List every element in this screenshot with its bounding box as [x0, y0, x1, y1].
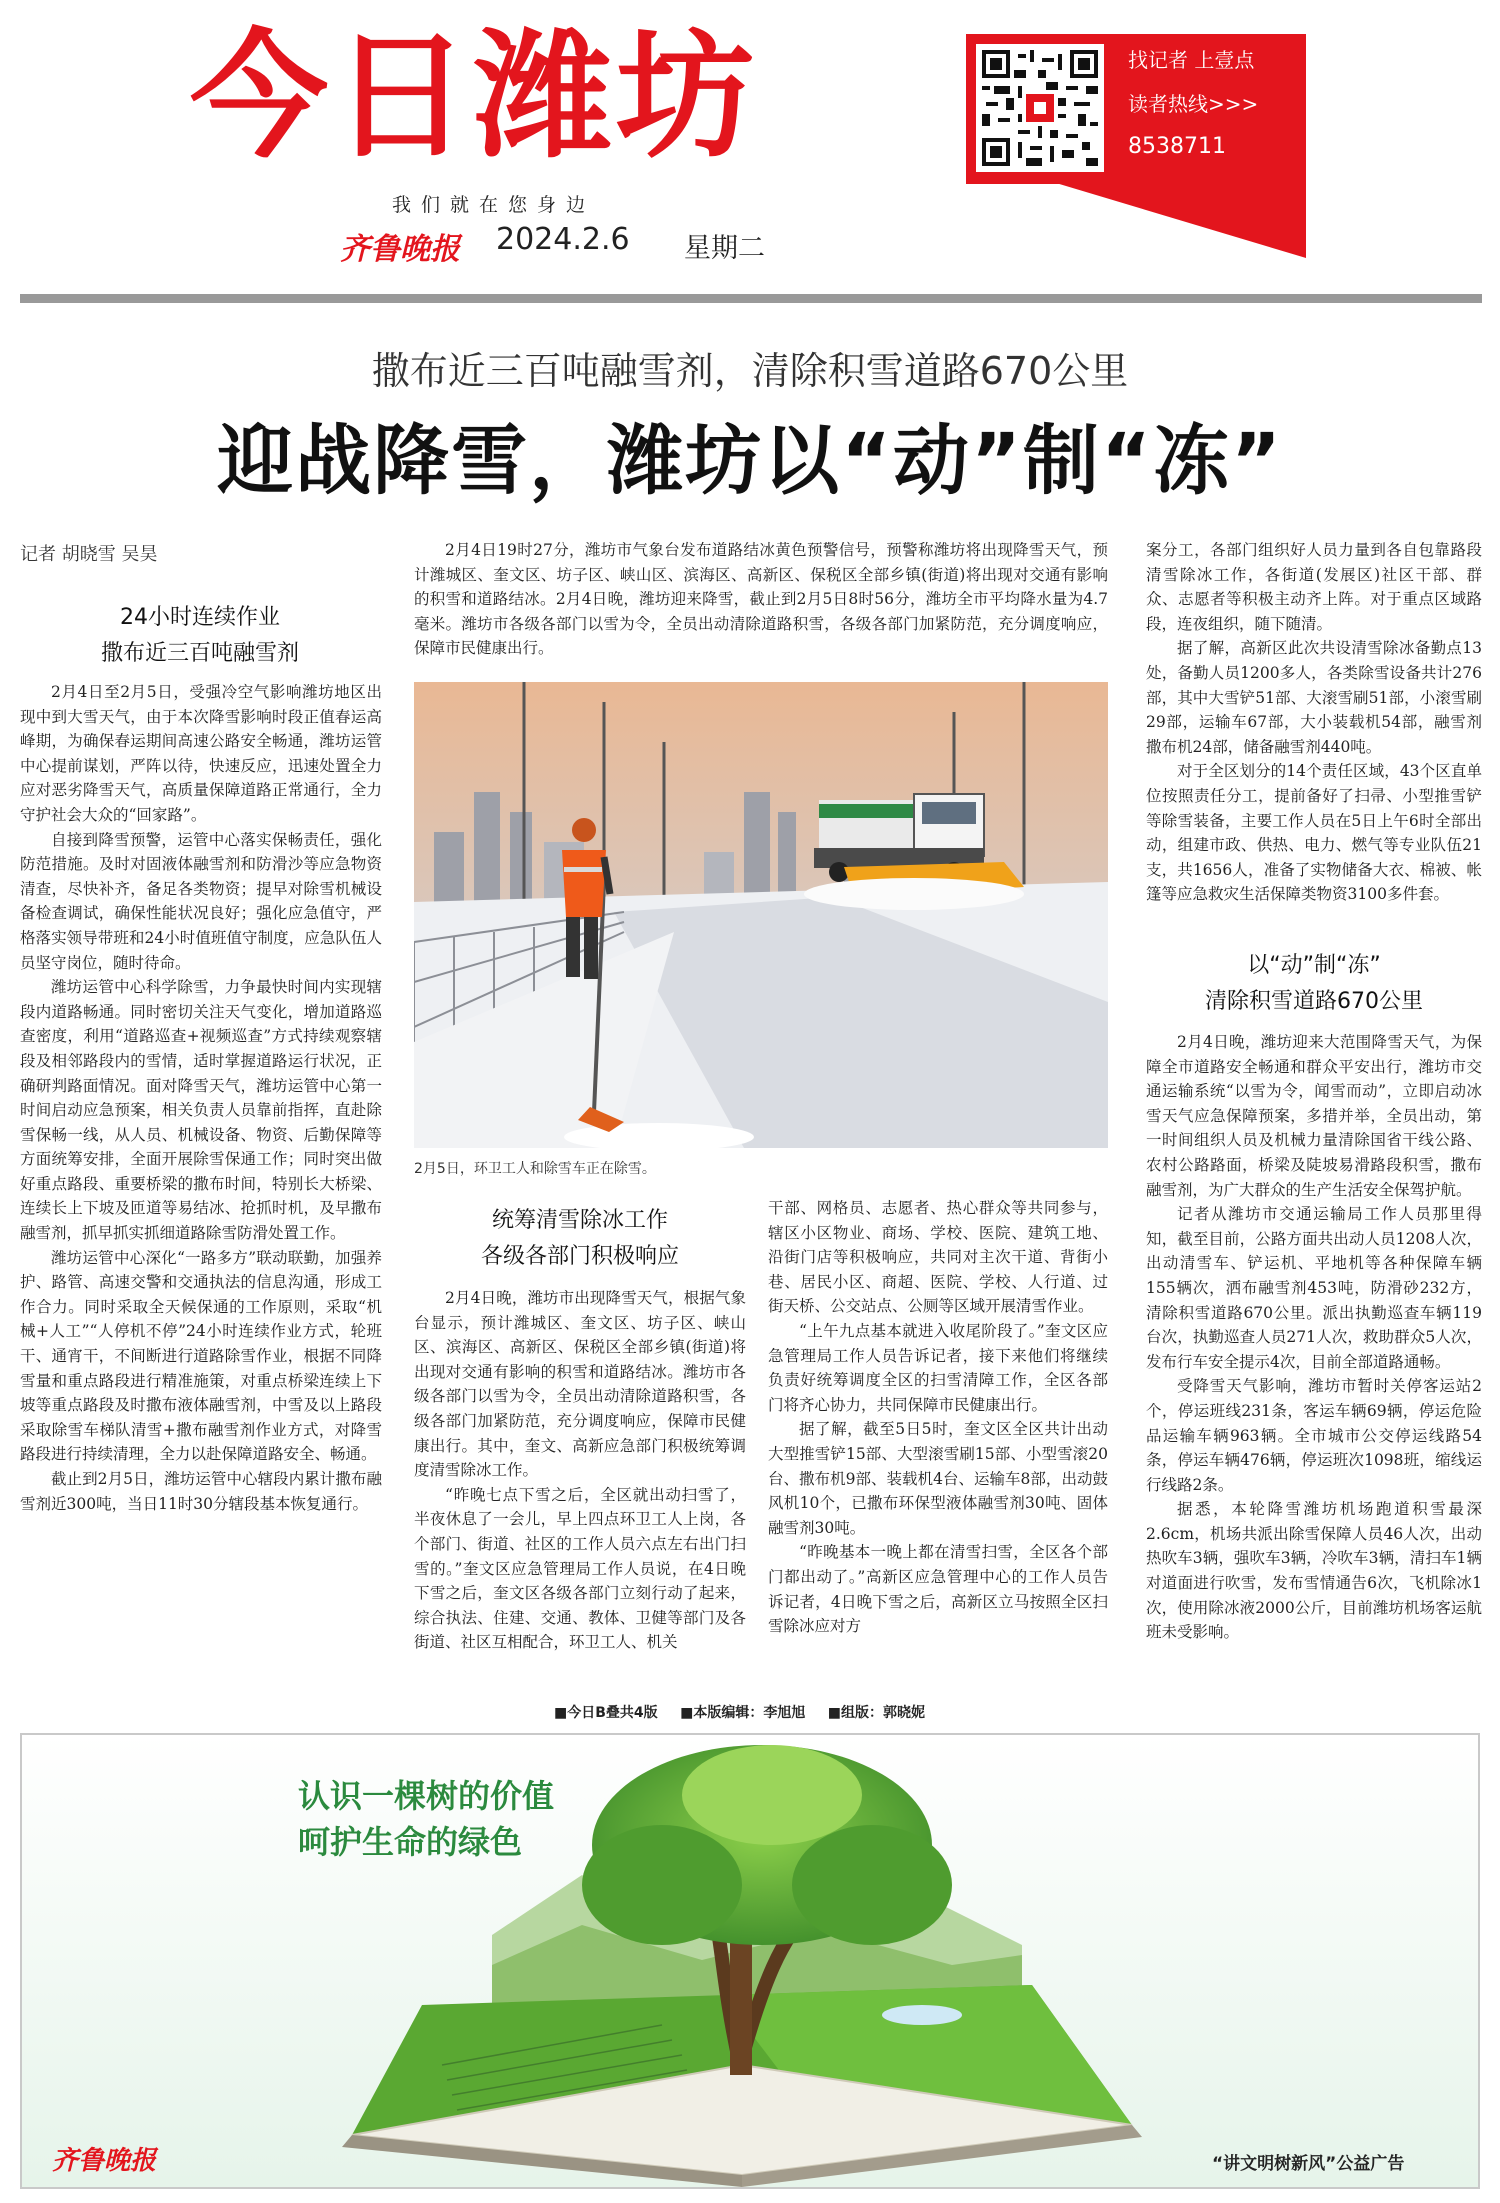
masthead	[0, 0, 1500, 280]
paragraph: 记者从潍坊市交通运输局工作人员那里得知，截至目前，公路方面共出动人员1208人次，出动清雪车、铲运机、平地机等各种保障车辆155辆次，洒布融雪剂453吨，防滑砂232方，清除积雪道路670公里。派出执勤巡查车辆119台次，执勤巡查人员271人次，救助群众5人次，发布行车安全提示4次，目前全部道路通畅。	[1146, 1205, 1482, 1371]
hotline-number[interactable]: 8538711	[1128, 134, 1226, 159]
paragraph: 截止到2月5日，潍坊运管中心辖段内累计撒布融雪剂近300吨，当日11时30分辖段基本恢复通行。	[20, 1470, 382, 1513]
section1-title-line1: 24小时连续作业	[120, 605, 280, 630]
section2-title-line1: 统筹清雪除冰工作	[491, 1208, 668, 1233]
page-count: 今日B叠共4版	[567, 1705, 658, 1721]
paragraph: 2月4日19时27分，潍坊市气象台发布道路结冰黄色预警信号，预警称潍坊将出现降雪天气，预计潍城区、奎文区、坊子区、峡山区、滨海区、高新区、保税区全部乡镇(街道)将出现对交通有影响的积雪和道路结冰。2月4日晚，潍坊迎来降雪，截止到2月5日8时56分，潍坊全市平均降水量为4.7毫米。潍坊市各级各部门以雪为令，全员出动清除道路积雪，各级各部门加紧防范，充分调度响应，保障市民健康出行。	[414, 541, 1108, 658]
brand-logo: 齐鲁晚报	[340, 232, 460, 267]
issue-date: 2024.2.6	[496, 222, 630, 257]
hotline-line2: 读者热线>>>	[1128, 92, 1259, 116]
slogan: 我们就在您身边	[392, 194, 596, 216]
news-photo	[414, 682, 1108, 1148]
newspaper-title: 今日潍坊	[190, 16, 759, 177]
paragraph: 2月4日晚，潍坊市出现降雪天气，根据气象台显示，预计潍城区、奎文区、坊子区、峡山区、滨海区、高新区、保税区全部乡镇(街道)将出现对交通有影响的积雪和道路结冰。潍坊市各级各部门以雪为令，全员出动清除道路积雪，各级各部门加紧防范，充分调度响应，保障市民健康出行。其中，奎文、高新应急部门积极统筹调度清雪除冰工作。	[414, 1289, 746, 1480]
photo-caption: 2月5日，环卫工人和除雪车正在除雪。	[414, 1161, 656, 1177]
section1-title	[20, 600, 380, 672]
byline: 记者 胡晓雪 吴昊	[20, 544, 158, 565]
paragraph: “上午九点基本就进入收尾阶段了。”奎文区应急管理局工作人员告诉记者，接下来他们将继续负责好统筹调度全区的扫雪清障工作，全区各部门将齐心协力，共同保障市民健康出行。	[768, 1321, 1108, 1414]
editor-credit: 本版编辑：李旭旭	[693, 1705, 806, 1721]
paragraph: 潍坊运管中心深化“一路多方”联动联勤，加强养护、路管、高速交警和交通执法的信息沟通，形成工作合力。同时采取全天候保通的工作原则，采取“机械+人工”“人停机不停”24小时连续作业方式，轮班干、通宵干，不间断进行道路除雪作业，根据不同降雪量和重点路段进行精准施策，对重点桥梁连续上下坡等重点路段及时撒布液体融雪剂，中雪及以上路段采取除雪车梯队清雪+撒布融雪剂作业方式，对降雪路段进行持续清理，全力以赴保障道路安全、畅通。	[20, 1248, 382, 1464]
section3-title	[1146, 948, 1482, 1020]
column-5	[1146, 1030, 1482, 1645]
paragraph: 潍坊运管中心科学除雪，力争最快时间内实现辖段内道路畅通。同时密切关注天气变化，增加道路巡查密度，利用“道路巡查+视频巡查”方式持续观察辖段及相邻路段内的雪情，适时掌握道路运行状况，正确研判路面情况。面对降雪天气，潍坊运管中心第一时间启动应急预案，相关负责人员靠前指挥，直赴除雪保畅一线，从人员、机械设备、物资、后勤保障等方面统筹安排，全面开展除雪保通工作；同时突出做好重点路段、重要桥梁的撒布时间，特别长大桥梁、连续长上下坡及匝道等易结冰、抢抓时机，及早撒布融雪剂，抓早抓实抓细道路除雪防滑处置工作。	[20, 978, 382, 1243]
paragraph: 据了解，截至5日5时，奎文区全区共计出动大型推雪铲15部、大型滚雪刷15部、小型雪滚20台、撒布机9部、装载机4台、运输车8部，出动鼓风机10个，已撒布环保型液体融雪剂30吨、固体融雪剂30吨。	[768, 1420, 1108, 1537]
ad-note: “讲文明树新风”公益广告	[1212, 2154, 1405, 2174]
section2-title	[414, 1203, 746, 1275]
section3-title-line1: 以“动”制“冻”	[1247, 953, 1381, 978]
paragraph: 2月4日晚，潍坊迎来大范围降雪天气，为保障全市道路安全畅通和群众平安出行，潍坊市交通运输系统“以雪为令，闻雪而动”，立即启动冰雪天气应急保障预案，多措并举，全员出动，第一时间组织人员及机械力量清除国省干线公路、农村公路路面，桥梁及陡坡易滑路段积雪，撒布融雪剂，为广大群众的生产生活安全保驾护航。	[1146, 1033, 1482, 1199]
tree-book-illustration	[22, 1735, 1478, 2187]
hotline-box	[966, 34, 1306, 184]
column-3	[768, 1196, 1108, 1639]
paragraph: 据了解，高新区此次共设清雪除冰备勤点13处，备勤人员1200多人，各类除雪设备共计276部，其中大雪铲51部、大滚雪刷51部，小滚雪刷29部，运输车67部，大小装载机54部，融雪剂撒布机24部，储备融雪剂440吨。	[1146, 639, 1482, 756]
paragraph: 据悉，本轮降雪潍坊机场跑道积雪最深2.6cm，机场共派出除雪保障人员46人次，出动热吹车3辆，强吹车3辆，冷吹车3辆，清扫车1辆对道面进行吹雪，发布雪情通告6次，飞机除冰1次，使用除冰液2000公斤，目前潍坊机场客运航班未受影响。	[1146, 1500, 1482, 1642]
editorial-credits: ■今日B叠共4版 ■本版编辑：李旭旭 ■组版：郭晓妮	[554, 1705, 926, 1721]
ad-title-line2: 呵护生命的绿色	[298, 1823, 523, 1861]
paragraph: 自接到降雪预警，运管中心落实保畅责任，强化防范措施。及时对固液体融雪剂和防滑沙等应急物资清查，尽快补齐，备足各类物资；提早对除雪机械设备检查调试，确保性能状况良好；强化应急值守，严格落实领导带班和24小时值班值守制度，应急队伍人员坚守岗位，随时待命。	[20, 830, 382, 972]
public-service-ad	[20, 1733, 1480, 2189]
column-1	[20, 680, 382, 1516]
article-intro	[414, 538, 1108, 661]
paragraph: “昨晚基本一晚上都在清雪扫雪，全区各个部门都出动了。”高新区应急管理中心的工作人员告诉记者，4日晚下雪之后，高新区立马按照全区扫雪除冰应对方	[768, 1543, 1108, 1636]
masthead-rule	[20, 294, 1482, 303]
section1-title-line2: 撒布近三百吨融雪剂	[100, 641, 299, 666]
paragraph: 对于全区划分的14个责任区域，43个区直单位按照责任分工，提前备好了扫帚、小型推雪铲等除雪装备，主要工作人员在5日上午6时全部出动，组建市政、供热、电力、燃气等专业队伍21支，共1656人，准备了实物储备大衣、棉被、帐篷等应急救灾生活保障类物资3100多件套。	[1146, 762, 1482, 904]
column-4	[1146, 538, 1482, 907]
article-headline: 迎战降雪，潍坊以“动”制“冻”	[217, 416, 1283, 505]
ad-brand-logo: 齐鲁晚报	[52, 2146, 157, 2176]
section2-title-line2: 各级各部门积极响应	[480, 1244, 679, 1269]
paragraph: 受降雪天气影响，潍坊市暂时关停客运站2个，停运班线231条，客运车辆69辆，停运危险品运输车辆963辆。全市城市公交停运线路54条，停运车辆476辆，停运班次1098班，缩线运行线路2条。	[1146, 1377, 1482, 1494]
paragraph: 干部、网格员、志愿者、热心群众等共同参与，辖区小区物业、商场、学校、医院、建筑工地、沿街门店等积极响应，共同对主次干道、背街小巷、居民小区、商超、医院、学校、人行道、过街天桥、公交站点、公厕等区域开展清雪作业。	[768, 1199, 1108, 1316]
article-subhead: 撒布近三百吨融雪剂，清除积雪道路670公里	[371, 349, 1129, 393]
layout-credit: 组版：郭晓妮	[841, 1705, 926, 1721]
paragraph: 案分工，各部门组织好人员力量到各自包靠路段清雪除冰工作，各街道(发展区)社区干部、群众、志愿者等积极主动齐上阵。对于重点区域路段，连夜组织，随下随清。	[1146, 541, 1482, 633]
paragraph: 2月4日至2月5日，受强冷空气影响潍坊地区出现中到大雪天气，由于本次降雪影响时段正值春运高峰期，为确保春运期间高速公路安全畅通，潍坊运管中心提前谋划，严阵以待，快速反应，迅速处置全力应对恶劣降雪天气，高质量保障道路正常通行，全力守护社会大众的“回家路”。	[20, 683, 382, 824]
section3-title-line2: 清除积雪道路670公里	[1205, 989, 1423, 1014]
hotline-tail	[1046, 180, 1306, 258]
issue-weekday: 星期二	[684, 233, 765, 264]
column-2	[414, 1286, 746, 1655]
hotline-line1: 找记者 上壹点	[1128, 48, 1255, 72]
paragraph: “昨晚七点下雪之后，全区就出动扫雪了，半夜休息了一会儿，早上四点环卫工人上岗，各个部门、街道、社区的工作人员六点左右出门扫雪的。”奎文区应急管理局工作人员说，在4日晚下雪之后，奎文区各级各部门立刻行动了起来，综合执法、住建、交通、教体、卫健等部门及各街道、社区互相配合，环卫工人、机关	[414, 1485, 746, 1652]
qr-code-icon[interactable]	[976, 44, 1104, 172]
ad-title-line1: 认识一棵树的价值	[298, 1777, 555, 1815]
